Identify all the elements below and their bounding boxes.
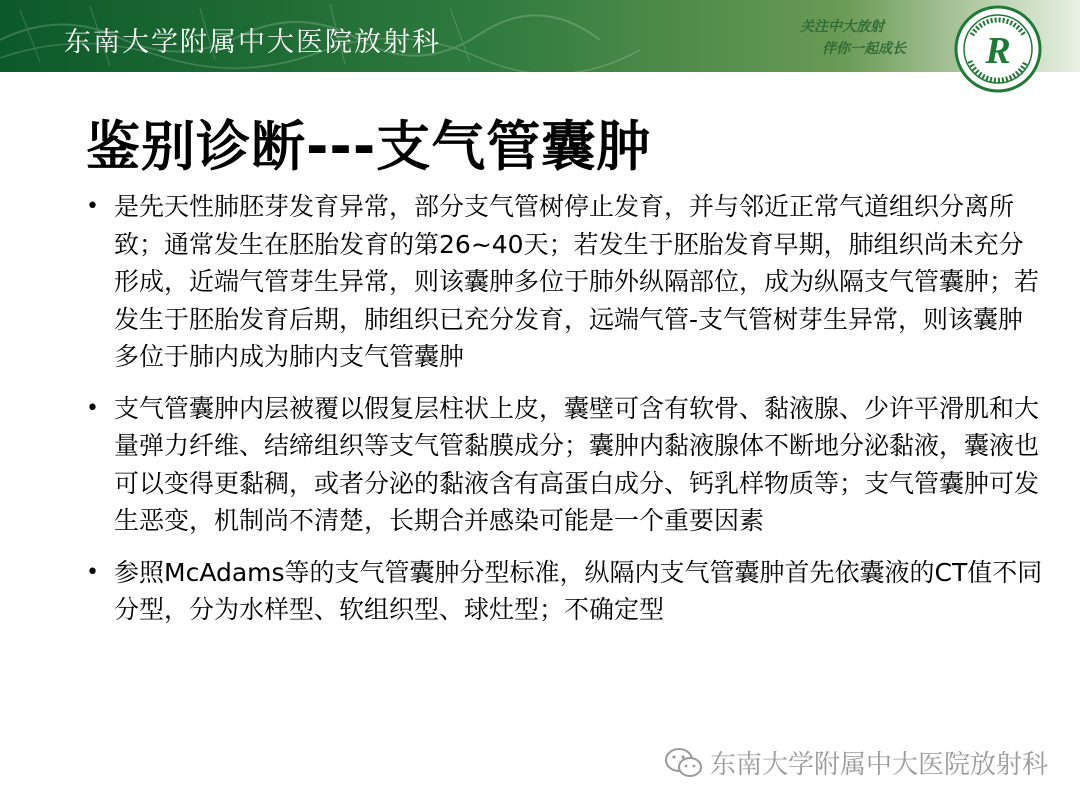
logo-letter: R (985, 30, 1011, 72)
header-banner (0, 0, 1080, 72)
bullet-text: 参照McAdams等的支气管囊肿分型标准，纵隔内支气管囊肿首先依囊液的CT值不同分型，分为水样型、软组织型、球灶型；不确定型 (114, 557, 1043, 624)
wechat-icon (664, 746, 704, 780)
hospital-name: 东南大学附属中大医院放射科 (64, 27, 441, 58)
bullet-text: 是先天性肺胚芽发育异常，部分支气管树停止发育，并与邻近正常气道组织分离所致；通常发生在胚胎发育的第26~40天；若发生于胚胎发育早期，肺组织尚未充分形成，近端气管芽生异常，则该囊肿多位于肺外纵隔部位，成为纵隔支气管囊肿；若发生于胚胎发育后期，肺组织已充分发育，远端气管-支气管树芽生异常，则该囊肿多位于肺内成为肺内支气管囊肿 (114, 192, 1040, 371)
bullet-item (86, 188, 1046, 376)
watermark (664, 744, 1048, 781)
bullet-item (86, 390, 1046, 540)
bullet-text: 支气管囊肿内层被覆以假复层柱状上皮，囊壁可含有软骨、黏液腺、少许平滑肌和大量弹力纤维、结缔组织等支气管黏膜成分；囊肿内黏液腺体不断地分泌黏液，囊液也可以变得更黏稠，或者分泌的黏液含有高蛋白成分、钙乳样物质等；支气管囊肿可发生恶变，机制尚不清楚，长期合并感染可能是一个重要因素 (114, 393, 1040, 535)
slogan-line-1: 关注中大放射 (800, 19, 884, 35)
slogan (800, 16, 930, 60)
hospital-logo-icon (950, 5, 1046, 101)
bullet-item (86, 554, 1046, 629)
watermark-text: 东南大学附属中大医院放射科 (709, 750, 1048, 780)
slogan-line-2: 伴你一起成长 (822, 41, 906, 57)
bullet-list (86, 188, 1046, 643)
bullet-dot-icon: • (86, 194, 99, 219)
bullet-dot-icon: • (86, 559, 99, 585)
bullet-dot-icon: • (86, 395, 99, 421)
slide-title: 鉴别诊断---支气管囊肿 (86, 115, 652, 178)
